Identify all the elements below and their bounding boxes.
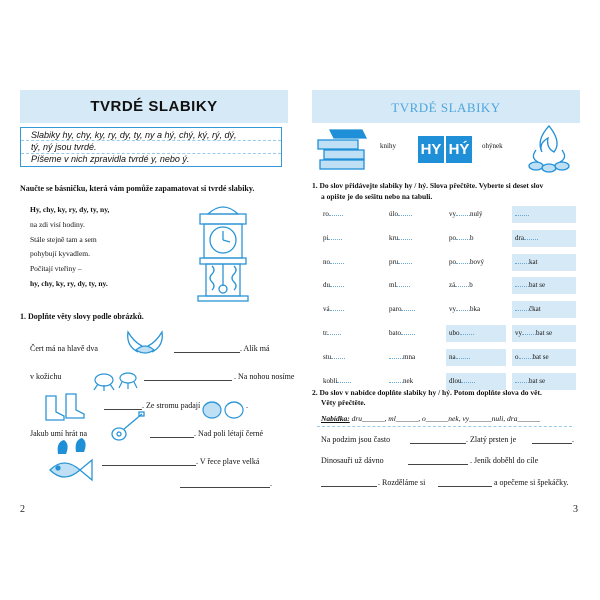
sentence-3c: a opečeme si špekáčky. [494,478,569,487]
syllable-blank[interactable] [328,239,342,240]
table-cell[interactable] [386,254,440,271]
syllable-blank[interactable] [515,382,529,383]
sentence-3b: . Rozděláme si [378,478,426,487]
boots-icon [40,392,88,422]
rule-box [20,127,282,167]
syllable-blank[interactable] [461,382,475,383]
horns-icon [124,328,166,356]
syllable-blank[interactable] [515,263,529,264]
answer-blank[interactable] [532,443,572,444]
ex1-line-4b: . Nad poli létají černé [194,429,264,438]
syllable-pre: du [323,281,330,290]
exercise-2-heading-2: Věty přečtěte. [321,398,366,407]
table-cell[interactable] [512,301,576,318]
syllable-blank[interactable] [456,358,470,359]
syllable-pre: ml [389,281,397,290]
books-icon [316,128,370,172]
syllable-post: čkat [529,305,541,314]
clock-illustration [188,202,258,302]
ex1-line-4a: Jakub umí hrát na [30,429,88,438]
answer-blank[interactable] [438,486,492,487]
syllable-pre: paro [389,305,402,314]
answer-blank[interactable] [180,487,270,488]
table-cell[interactable] [320,349,380,366]
syllable-blank[interactable] [401,310,415,311]
syllable-blank[interactable] [519,358,533,359]
syllable-post: bka [470,305,481,314]
syllable-blank[interactable] [337,382,351,383]
syllable-pre: pru [389,257,399,266]
syllable-pre: vy [449,210,456,218]
page-title: TVRDÉ SLABIKY [90,98,218,115]
guitar-icon [110,412,146,442]
left-page [20,90,295,515]
syllable-blank[interactable] [327,334,341,335]
syllable-post: mna [403,352,416,361]
poem-line: pohybují kyvadlem. [30,249,90,259]
sentence-1c: . [572,435,574,444]
table-cell[interactable] [446,254,506,271]
intro-text: Naučte se básničku, která vám pomůže zapamatovat si tvrdé slabiky. [20,184,255,193]
ex1-line-1a: Čert má na hlavě dva [30,344,98,353]
table-cell[interactable] [446,325,506,342]
right-page [312,90,580,515]
answer-blank[interactable] [144,380,232,381]
ex1-line-1b: . Alík má [240,344,270,353]
syllable-blank[interactable] [396,286,410,287]
syllable-blank[interactable] [331,358,345,359]
exercise-1-heading: 1. Doplňte věty slovy podle obrázků. [20,312,144,321]
syllable-pre: dra [515,233,524,242]
sentence-1b: . Zlatý prsten je [466,435,517,444]
answer-blank[interactable] [150,437,194,438]
answer-blank[interactable] [104,409,142,410]
syllable-pre: dlou [449,376,462,385]
syllable-pre: po [449,233,456,242]
syllable-blank[interactable] [398,263,412,264]
table-cell[interactable] [386,230,440,247]
syllable-pre: pi [323,233,329,242]
syllable-blank[interactable] [456,239,470,240]
ex1-line-2b: . Na nohou nosíme [234,372,295,381]
campfire-icon [526,122,572,174]
answer-blank[interactable] [174,352,240,353]
syllable-post: bat se [529,376,546,385]
table-cell[interactable] [512,325,576,342]
word-ohynek: ohýnek [482,142,503,150]
exercise-1-heading: 1. Do slov přidávejte slabiky hy / hý. Slova přečtěte. Vyberte si deset slov [312,181,544,190]
ex1-line-3b: . Ze stromu padají [142,401,201,410]
table-cell[interactable] [446,349,506,366]
table-cell[interactable] [446,277,506,294]
syllable-blank[interactable] [456,310,470,311]
table-cell[interactable] [512,349,576,366]
syllable-blank[interactable] [524,239,538,240]
poem-line: hy, chy, ky, ry, dy, ty, ny. [30,278,108,288]
syllable-blank[interactable] [330,286,344,287]
exercise-1-heading-2: a opište je do sešitu nebo na tabuli. [321,192,433,201]
nabidka-label: Nabídka: [321,414,350,423]
poem-line: Hy, chy, ky, ry, dy, ty, ny, [30,205,110,214]
syllable-pre: no [323,257,330,266]
table-cell[interactable] [386,301,440,318]
syllable-pre: vy [515,329,522,337]
answer-blank[interactable] [102,465,196,466]
syllable-blank[interactable] [522,334,536,335]
syllable-blank[interactable] [329,215,343,216]
poem-line: na zdi visí hodiny. [30,219,85,229]
syllable-post: bat se [529,281,546,290]
answer-blank[interactable] [408,464,468,465]
sentence-2b: . Jeník doběhl do cíle [470,456,539,465]
nabidka-text: dru______, ml______, o______nek, vy______nuli, dra______ [351,414,540,423]
fish-icon [42,454,94,486]
syllable-pre: zá [449,281,456,290]
sentence-1a: Na podzim jsou často [321,435,391,444]
table-cell[interactable] [386,349,440,366]
hy-badge: HY [418,136,444,163]
rule-line-3: Píšeme v nich zpravidla tvrdé y, nebo ý. [31,154,190,164]
syllable-pre: kobli [323,376,338,385]
page-number: 2 [20,504,25,515]
poem [30,203,109,292]
table-cell[interactable] [512,206,576,223]
syllable-pre: vá [323,305,330,314]
nabidka [321,414,540,423]
syllable-blank[interactable] [515,286,529,287]
rule-line-2: tý, ný jsou tvrdé. [31,142,97,152]
table-cell[interactable] [512,254,576,271]
syllable-pre: bato [389,329,402,337]
table-cell[interactable] [446,230,506,247]
syllable-blank[interactable] [389,382,403,383]
table-cell[interactable] [512,230,576,247]
syllable-pre: stu [323,352,332,361]
page-number: 3 [573,504,578,515]
syllable-blank[interactable] [389,358,403,359]
syllable-blank[interactable] [515,310,529,311]
syllable-pre: úlo [389,210,398,218]
table-cell[interactable] [320,254,380,271]
poem-line: Stále stejně tam a sem [30,234,97,244]
nuts-icon [198,394,248,420]
table-cell[interactable] [386,206,440,223]
table-cell[interactable] [446,206,506,223]
syllable-post: bat se [532,352,549,361]
table-cell[interactable] [320,277,380,294]
table-cell[interactable] [512,277,576,294]
ex1-line-3c: . [246,401,248,410]
answer-blank[interactable] [410,443,466,444]
rule-line-1: Slabiky hy, chy, ky, ry, dy, ty, ny a hý, chý, ký, rý, dý, [31,130,237,140]
syllable-pre: ro [323,210,329,218]
ex1-line-2a: v kožichu [30,372,62,381]
syllable-post: nulý [470,210,483,218]
table-cell[interactable] [320,206,380,223]
fleas-icon [92,368,142,392]
syllable-pre: kru [389,233,399,242]
syllable-blank[interactable] [460,334,474,335]
syllable-pre: tr [323,329,328,337]
syllable-post: bat se [536,329,553,337]
syllable-blank[interactable] [398,215,412,216]
ex1-line-5b: . V řece plave velká [196,457,260,466]
syllable-pre: po [449,257,456,266]
table-cell[interactable] [386,325,440,342]
syllable-blank[interactable] [456,215,470,216]
sentence-2a: Dinosauři už dávno [321,456,384,465]
syllable-blank[interactable] [456,263,470,264]
table-cell[interactable] [320,301,380,318]
table-cell[interactable] [320,230,380,247]
answer-blank[interactable] [321,486,377,487]
page-title: TVRDÉ SLABIKY [391,100,501,115]
poem-line: Počítají vteřiny – [30,264,82,274]
syllable-blank[interactable] [330,310,344,311]
hy-long-badge: HÝ [446,136,472,163]
syllable-blank[interactable] [398,239,412,240]
word-knihy: knihy [380,142,396,150]
syllable-post: b [469,281,473,290]
syllable-pre: na [449,352,456,361]
syllable-pre: ubo [449,329,460,337]
syllable-pre: vy [449,305,456,314]
syllable-post: bový [470,257,484,266]
syllable-blank[interactable] [455,286,469,287]
syllable-pre: o [515,352,519,361]
ex1-line-6b: . [270,479,272,488]
syllable-blank[interactable] [330,263,344,264]
table-cell[interactable] [386,277,440,294]
syllable-post: b [470,233,474,242]
table-cell[interactable] [320,325,380,342]
exercise-2-heading: 2. Do slov v nabídce doplňte slabiky hy / hý. Potom doplňte slova do vět. [312,388,542,397]
syllable-post: nek [403,376,414,385]
syllable-post: kat [529,257,538,266]
syllable-blank[interactable] [401,334,415,335]
table-cell[interactable] [446,301,506,318]
syllable-blank[interactable] [515,215,529,216]
